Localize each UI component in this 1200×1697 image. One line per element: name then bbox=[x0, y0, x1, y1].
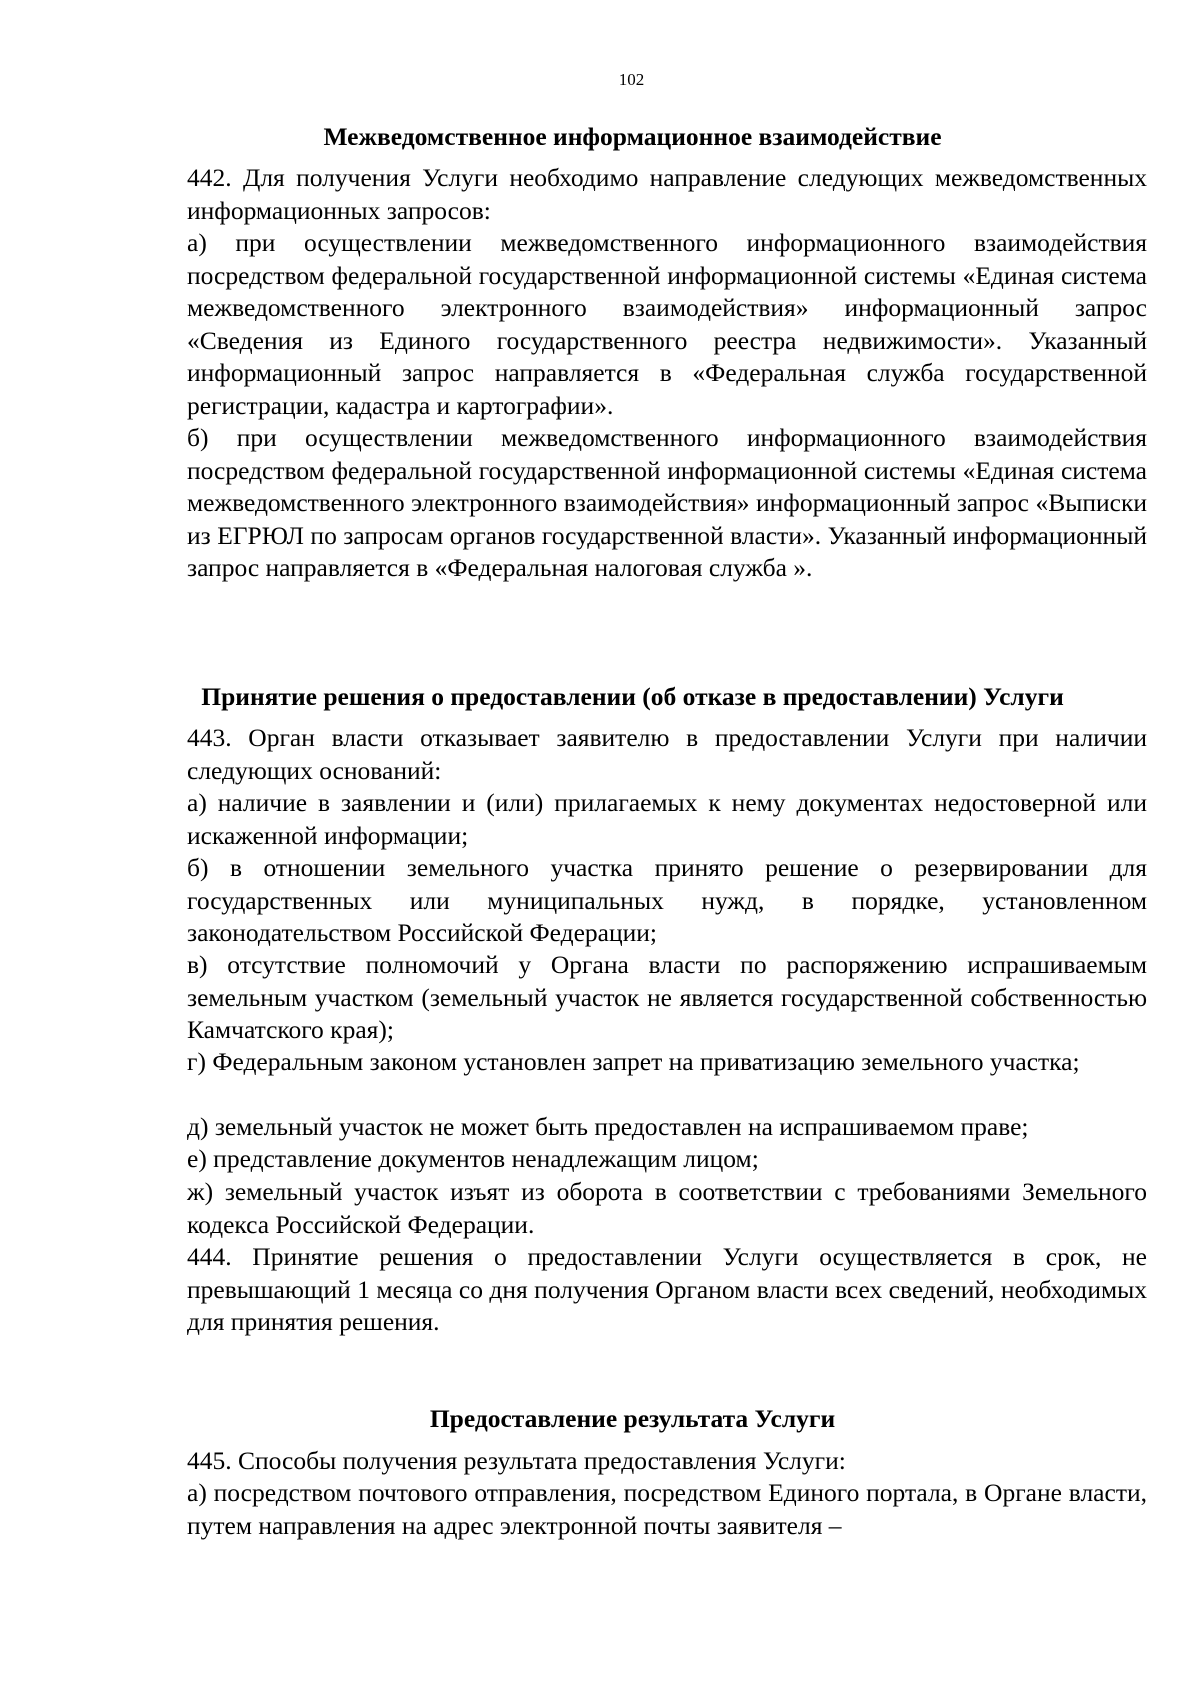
paragraph bbox=[115, 852, 1147, 950]
paragraph bbox=[115, 787, 1147, 852]
paragraph bbox=[115, 949, 1147, 1047]
paragraph bbox=[115, 422, 1147, 585]
paragraph-text: 444. Принятие решения о предоставлении Услуги осуществляется в срок, не превышающий 1 месяца со дня получения Органом власти всех сведений, необходимых для принятия решения. bbox=[187, 1242, 1147, 1336]
page-number: 102 bbox=[618, 70, 645, 89]
section-heading: Предоставление результата Услуги bbox=[429, 1404, 836, 1433]
paragraph-text: а) при осуществлении межведомственного информационного взаимодействия посредством федеральной государственной информационной системы «Единая система межведомственного электронного взаимодействия» информационный запрос «Сведения из Единого государственного реестра недвижимости». Указанный информационный запрос направляется в «Федеральная служба государственной регистрации, кадастра и картографии». bbox=[187, 228, 1147, 420]
paragraph-text: ж) земельный участок изъят из оборота в соответствии с требованиями Земельного кодекса Российской Федерации. bbox=[187, 1177, 1147, 1239]
paragraph bbox=[115, 1143, 1147, 1176]
paragraph-text: 445. Способы получения результата предоставления Услуги: bbox=[187, 1446, 846, 1475]
paragraph bbox=[115, 1046, 1147, 1079]
paragraph-text: в) отсутствие полномочий у Органа власти по распоряжению испрашиваемым земельным участком (земельный участок не является государственной собственностью Камчатского края); bbox=[187, 950, 1147, 1044]
paragraph bbox=[115, 227, 1147, 422]
paragraph bbox=[115, 722, 1147, 787]
paragraph-text: а) наличие в заявлении и (или) прилагаемых к нему документах недостоверной или искаженной информации; bbox=[187, 788, 1147, 850]
paragraph bbox=[115, 1445, 1147, 1478]
section-heading: Принятие решения о предоставлении (об отказе в предоставлении) Услуги bbox=[201, 682, 1064, 711]
paragraph-text: е) представление документов ненадлежащим лицом; bbox=[187, 1144, 759, 1173]
paragraph bbox=[115, 162, 1147, 227]
paragraph bbox=[115, 1176, 1147, 1241]
paragraph-text: а) посредством почтового отправления, посредством Единого портала, в Органе власти, путем направления на адрес электронной почты заявителя – bbox=[187, 1478, 1147, 1540]
paragraph bbox=[115, 1241, 1147, 1339]
paragraph-text: б) в отношении земельного участка принято решение о резервировании для государственных или муниципальных нужд, в порядке, установленном законодательством Российской Федерации; bbox=[187, 853, 1147, 947]
paragraph-text: 443. Орган власти отказывает заявителю в предоставлении Услуги при наличии следующих оснований: bbox=[187, 723, 1147, 785]
paragraph-text: б) при осуществлении межведомственного информационного взаимодействия посредством федеральной государственной информационной системы «Единая система межведомственного электронного взаимодействия» информационный запрос «Выписки из ЕГРЮЛ по запросам органов государственной власти». Указанный информационный запрос направляется в «Федеральная налоговая служба ». bbox=[187, 423, 1147, 582]
paragraph bbox=[115, 1477, 1147, 1542]
paragraph-text: д) земельный участок не может быть предоставлен на испрашиваемом праве; bbox=[187, 1112, 1029, 1141]
paragraph bbox=[115, 1111, 1147, 1144]
section-heading: Межведомственное информационное взаимодействие bbox=[323, 122, 942, 151]
paragraph-text: г) Федеральным законом установлен запрет на приватизацию земельного участка; bbox=[187, 1047, 1080, 1076]
paragraph-text: 442. Для получения Услуги необходимо направление следующих межведомственных информационных запросов: bbox=[187, 163, 1147, 225]
